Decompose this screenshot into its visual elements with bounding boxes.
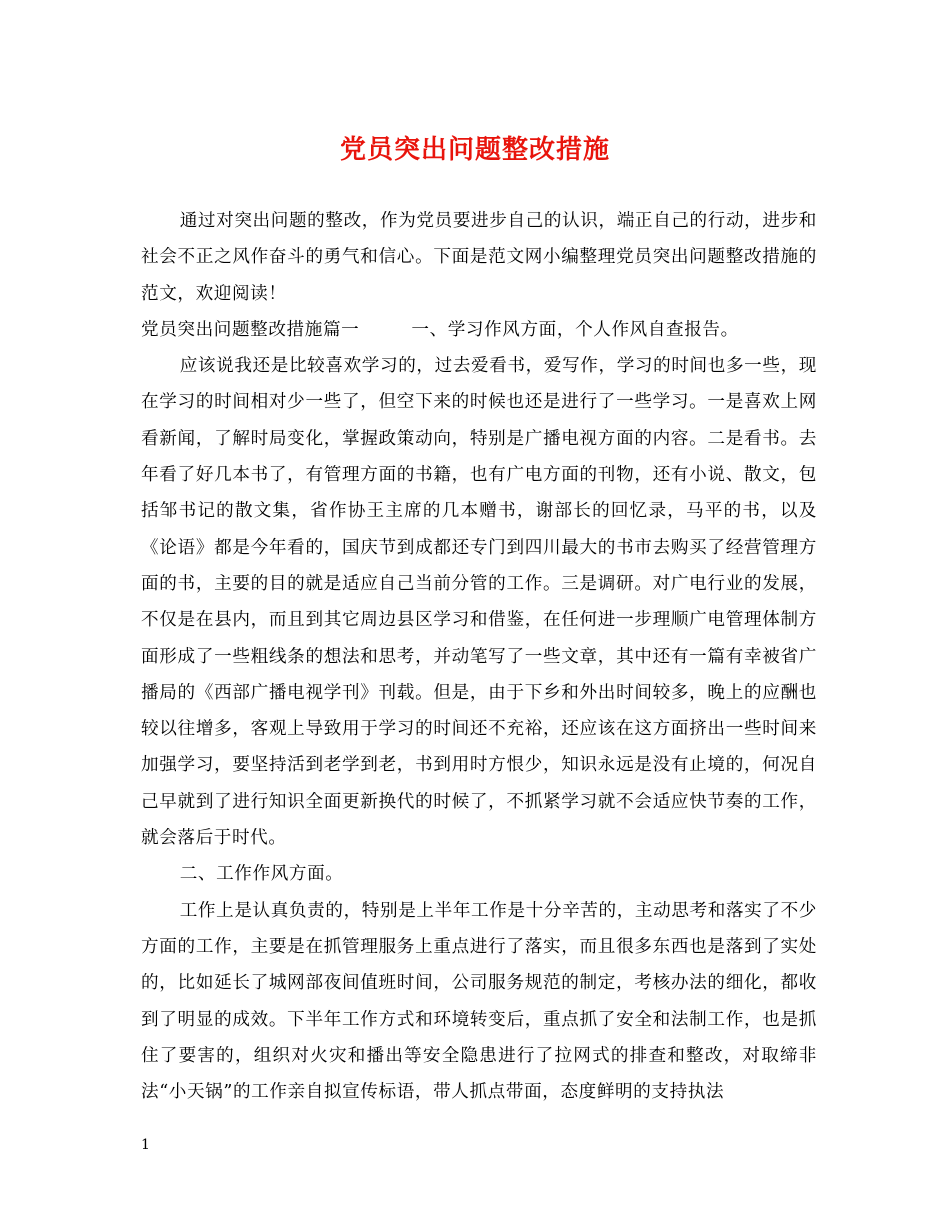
intro-paragraph: 通过对突出问题的整改，作为党员要进步自己的认识，端正自己的行动，进步和社会不正之风作奋斗的勇气和信心。下面是范文网小编整理党员突出问题整改措施的范文，欢迎阅读！ <box>141 211 817 304</box>
work-paragraph: 工作上是认真负责的，特别是上半年工作是十分辛苦的，主动思考和落实了不少方面的工作，主要是在抓管理服务上重点进行了落实，而且很多东西也是落到了实处的，比如延长了城网部夜间值班时间，公司服务规范的制定，考核办法的细化，都收到了明显的成效。下半年工作方式和环境转变后，重点抓了安全和法制工作，也是抓住了要害的，组织对火灾和播出等安全隐患进行了拉网式的排查和整改，对取缔非法“小天锅”的工作亲自拟宣传标语，带人抓点带面，态度鲜明的支持执法 <box>141 900 817 1103</box>
page-number: 1 <box>141 1137 150 1153</box>
section-heading: 党员突出问题整改措施篇一 <box>141 319 360 340</box>
study-paragraph: 应该说我还是比较喜欢学习的，过去爱看书，爱写作，学习的时间也多一些，现在学习的时间相对少一些了，但空下来的时候也还是进行了一些学习。一是喜欢上网看新闻，了解时局变化，掌握政策动向，特别是广播电视方面的内容。二是看书。去年看了好几本书了，有管理方面的书籍，也有广电方面的刊物，还有小说、散文，包括邹书记的散文集，省作协王主席的几本赠书，谢部长的回忆录，马平的书，以及《论语》都是今年看的，国庆节到成都还专门到四川最大的书市去购买了经营管理方面的书，主要的目的就是适应自己当前分管的工作。三是调研。对广电行业的发展，不仅是在县内，而且到其它周边县区学习和借鉴，在任何进一步理顺广电管理体制方面形成了一些粗线条的想法和思考，并动笔写了一些文章，其中还有一篇有幸被省广播局的《西部广播电视学刊》刊载。但是，由于下乡和外出时间较多，晚上的应酬也较以往增多，客观上导致用于学习的时间还不充裕，还应该在这方面挤出一些时间来加强学习，要坚持活到老学到老，书到用时方恨少，知识永远是没有止境的，何况自己早就到了进行知识全面更新换代的时候了，不抓紧学习就不会适应快节奏的工作，就会落后于时代。 <box>141 356 817 849</box>
document-body <box>141 203 817 1110</box>
section-subheading: 一、学习作风方面，个人作风自查报告。 <box>411 319 739 340</box>
document-title: 党员突出问题整改措施 <box>339 135 610 165</box>
work-style-heading: 二、工作作风方面。 <box>179 864 344 885</box>
section-heading-line <box>141 312 817 348</box>
